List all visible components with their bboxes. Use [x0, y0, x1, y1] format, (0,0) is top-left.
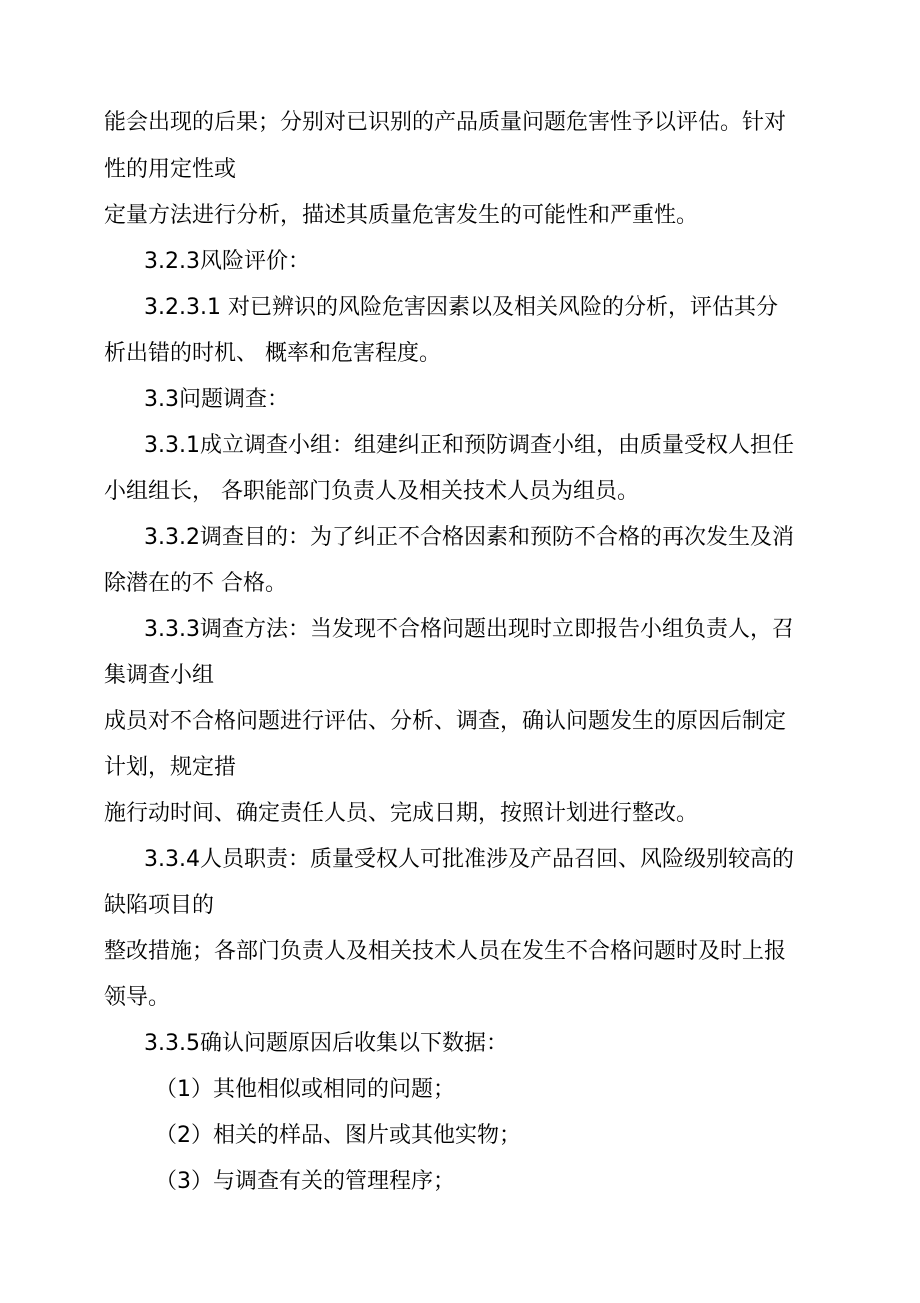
- text-line: 性的用定性或: [104, 157, 237, 182]
- text-line: 3.3.3调查方法：当发现不合格问题出现时立即报告小组负责人，召: [144, 617, 794, 642]
- text-line: 成员对不合格问题进行评估、分析、调查，确认问题发生的原因后制定: [104, 709, 787, 734]
- text-line: 领导。: [104, 985, 171, 1010]
- text-line: 3.3.4人员职责：质量受权人可批准涉及产品召回、风险级别较高的: [144, 847, 794, 872]
- text-line: 除潜在的不 合格。: [104, 571, 287, 596]
- section-heading-3-2-3: 3.2.3风险评价：: [144, 249, 310, 274]
- text-line: 集调查小组: [104, 663, 215, 688]
- text-line: 3.3.5确认问题原因后收集以下数据：: [144, 1031, 508, 1056]
- text-line: 施行动时间、确定责任人员、完成日期，按照计划进行整改。: [104, 801, 699, 826]
- text-line: 3.2.3.1 对已辨识的风险危害因素以及相关风险的分析，评估其分: [144, 295, 778, 320]
- section-heading-3-3: 3.3问题调查：: [144, 387, 289, 412]
- text-line: 析出错的时机、 概率和危害程度。: [104, 341, 441, 366]
- list-item: （3）与调查有关的管理程序；: [155, 1169, 455, 1194]
- list-item: （1）其他相似或相同的问题；: [155, 1077, 455, 1102]
- text-line: 缺陷项目的: [104, 893, 215, 918]
- text-line: 小组组长， 各职能部门负责人及相关技术人员为组员。: [104, 479, 639, 504]
- text-line: 能会出现的后果；分别对已识别的产品质量问题危害性予以评估。针对: [104, 110, 787, 135]
- text-line: 3.3.2调查目的：为了纠正不合格因素和预防不合格的再次发生及消: [144, 525, 794, 550]
- text-line: 整改措施；各部门负责人及相关技术人员在发生不合格问题时及时上报: [104, 939, 787, 964]
- text-line: 3.3.1成立调查小组：组建纠正和预防调查小组，由质量受权人担任: [144, 433, 794, 458]
- list-item: （2）相关的样品、图片或其他实物；: [155, 1123, 521, 1148]
- text-line: 计划，规定措: [104, 755, 237, 780]
- text-line: 定量方法进行分析，描述其质量危害发生的可能性和严重性。: [104, 203, 699, 228]
